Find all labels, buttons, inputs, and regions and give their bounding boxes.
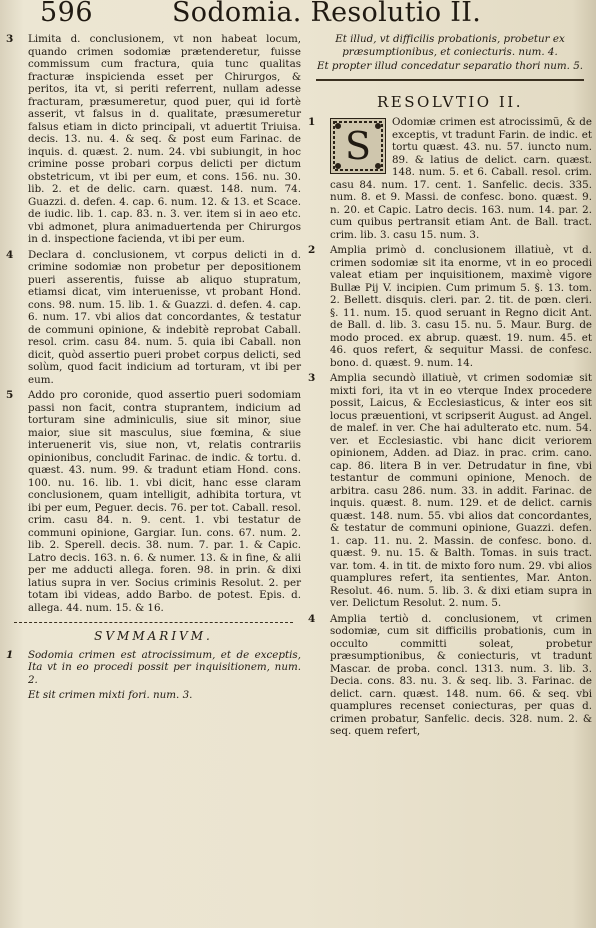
paragraph-text: Amplia tertiò d. conclusionem, vt crimen sodomiæ, cum sit difficilis probationis, cum in occulto committi soleat, probetur præsumptionibus, & coniecturis, vt tradunt Mascar. de proba. concl. 1313. num. 3. lib. 3. Decia. cons. 83. nu. 3. & seq. lib. 3. Farinac. de delict. carn. quæst. 148. num. 66. & seq. vbi quamplures recenset coniecturas, per quas d. crimen probatur, Sanfelic. decis. 328. num. 2. & seq. quem refert, [330, 612, 592, 737]
running-title: Sodomia. Resolutio II. [172, 0, 482, 28]
summarium-text: Sodomia crimen est atrocissimum, et de exceptis, Ita vt in eo procedi possit per inquisitionem, num. 2. [28, 648, 301, 686]
summarium-item [6, 689, 301, 702]
initial-letter: S [344, 124, 372, 168]
summarium-heading: SVMMARIVM. [94, 629, 213, 643]
paragraph [308, 372, 592, 610]
summarium-number: 1 [6, 648, 14, 661]
left-column [6, 33, 301, 705]
section-rule [316, 79, 584, 82]
paragraph [6, 33, 301, 246]
page-number: 596 [40, 0, 94, 28]
paragraph [308, 116, 592, 241]
paragraph-number: 3 [308, 372, 316, 384]
paragraph-number: 2 [308, 244, 316, 256]
paragraph-number: 4 [308, 612, 316, 625]
ornamental-divider [14, 622, 293, 624]
paragraph-number: 1 [308, 116, 316, 128]
paragraph [308, 244, 592, 369]
paragraph [6, 249, 301, 387]
summary-continuation-line: Et illud, vt difficilis probationis, probetur ex præsumptionibus, et coniecturis. num. 4. [335, 33, 565, 58]
paragraph [308, 613, 592, 738]
paragraph-number: 5 [6, 389, 14, 401]
paragraph-text: Amplia secundò illatiuè, vt crimen sodomiæ sit mixti fori, ita vt in eo vterque Index procedere possit, Laicus, & Ecclesiasticus, & inter eos sit locus præuentioni, vt scripserit August. ad Angel. de malef. in ver. Che hai adulterato etc. num. 54. ver. et Ecclesiastic. vbi hanc dicit veriorem opinionem, Adden. ad Diaz. in prac. crim. cano. cap. 86. litera B in ver. Detrudatur in fine, vbi testantur de communi opinione, Menoch. de arbitra. casu 286. num. 33. in addit. Farinac. de inquis. quæst. 8. num. 129. et de delict. carnis quæst. 148. num. 55. vbi alios dat concordantes, & testatur de communi opinione, Guazzi. defen. 1. cap. 11. nu. 2. Massin. de confesc. bono. d. quæst. 9. nu. 15. & Balth. Tomas. in suis tract. var. tom. 4. in tit. de mixto foro num. 29. vbi alios quamplures refert, ita sentientes, Mar. Anton. Resolut. 46. num. 5. lib. 3. & dixi etiam supra in ver. Delictum Resolut. 2. num. 5. [330, 372, 592, 609]
summary-continuation-line: Et propter illud concedatur separatio thori num. 5. [316, 60, 584, 72]
summarium-item [6, 649, 301, 687]
paragraph [6, 389, 301, 614]
paragraph-number: 3 [6, 33, 14, 45]
paragraph-text: Declara d. conclusionem, vt corpus delicti in d. crimine sodomiæ non probetur per depositionem pueri asserentis, fuisse ab aliquo stupratum, etiamsi dicat, vim interuenisse, vt probant Hond. cons. 98. num. 15. lib. 1. & Guazzi. d. defen. 4. cap. 6. num. 17. vbi alios dat concordantes, & testatur de communi opinione, & indebitè reprobat Caball. resol. crim. casu 84. num. 5. quia ibi Caball. non dicit, quòd assertio pueri probet corpus delicti, sed solùm, quod facit indicium ad torturam, vt ibi per eum. [28, 248, 301, 386]
summarium-text: Et sit crimen mixti fori. num. 3. [28, 689, 193, 701]
paragraph-text: Amplia primò d. conclusionem illatiuè, vt d. crimen sodomiæ sit ita enorme, vt in eo procedi valeat etiam per inquisitionem, maximè vigore Bullæ Pij V. incipien. Cum primum 5. §. 13. tom. 2. Bellett. disquis. cleri. par. 2. tit. de pœn. cleri. §. 11. num. 15. quod seruant in Regno dicit Ant. de Ball. d. lib. 3. casu 15. nu. 5. Maur. Burg. de modo proced. ex abrup. quæst. 19. num. 45. et 46. quos refert, & sequitur Massi. de confesc. bono. d. quæst. 9. num. 14. [330, 244, 592, 369]
paragraph-text: Limita d. conclusionem, vt non habeat locum, quando crimen sodomiæ prætenderetur, fuisse commissum cum fractura, quia tunc qualitas fracturæ inspicienda esset per Chirurgos, & peritos, ita vt, si periti referrent, nullam adesse fracturam, præsumeretur, quod puer, qui id fortè asserit, vt falsus in d. qualitate, præsumeretur falsus etiam in dicto principali, vt aduertit Triuisa. decis. 13. nu. 4. & seq. & post eum Farinac. de inquis. d. quæst. 2. num. 24. vbi subiungit, in hoc crimine posse probari corpus delicti per dictum obstetricum, vt ibi per eum, et cons. 156. nu. 30. lib. 2. et de delic. carn. quæst. 148. num. 74. Guazzi. d. defen. 4. cap. 6. num. 12. & 13. et Scace. de iudic. lib. 1. cap. 83. n. 3. ver. item si in aeo etc. vbi admonet, plura animaduertenda per Chirurgos in d. inspectione facienda, vt ibi per eum. [28, 33, 301, 245]
paragraph-text: Odomiæ crimen est atrocissimũ, & de exceptis, vt tradunt Farin. de indic. et tortu quæst. 43. nu. 57. iuncto num. 89. & latius de delict. carn. quæst. 148. num. 5. et 6. Caball. resol. crim. casu 84. num. 17. cent. 1. Sanfelic. decis. 335. num. 8. et 9. Massi. de confesc. bono. quæst. 9. n. 20. et Capic. Latro decis. 163. num. 14. par. 2. cum quibus pertransit etiam Ant. de Ball. tract. crim. lib. 3. casu 15. num. 3. [330, 116, 592, 241]
paragraph-text: Addo pro coronide, quod assertio pueri sodomiam passi non facit, contra stuprantem, indicium ad torturam sine adminiculis, siue sit minor, siue maior, siue sit masculus, siue fœmina, & siue interuenerit vis, siue non, vt, relatis contrariis opinionibus, concludit Farinac. de indic. & tortu. d. quæst. 43. num. 99. & tradunt etiam Hond. cons. 100. nu. 16. lib. 1. vbi dicit, hanc esse claram conclusionem, quam intelligit, adhibita tortura, vt ibi per eum, Peguer. decis. 76. per tot. Caball. resol. crim. casu 84. n. 9. cent. 1. vbi testatur de communi opinione, Gargiar. Iun. cons. 67. num. 2. lib. 2. Sperell. decis. 38. num. 7. par. 1. & Capic. Latro decis. 163. n. 6. & numer. 13. & in fine, & alii per me adducti allega. foren. 98. in prin. & dixi latius supra in ver. Socius criminis Resolut. 2. per totam ibi videas, addo Barbo. de potest. Epis. d. allega. 44. num. 15. & 16. [28, 389, 301, 614]
ornamental-initial [330, 118, 386, 174]
right-column [308, 33, 592, 741]
paragraph-number: 4 [6, 248, 14, 261]
resolutio-heading: RESOLVTIO II. [377, 92, 523, 111]
